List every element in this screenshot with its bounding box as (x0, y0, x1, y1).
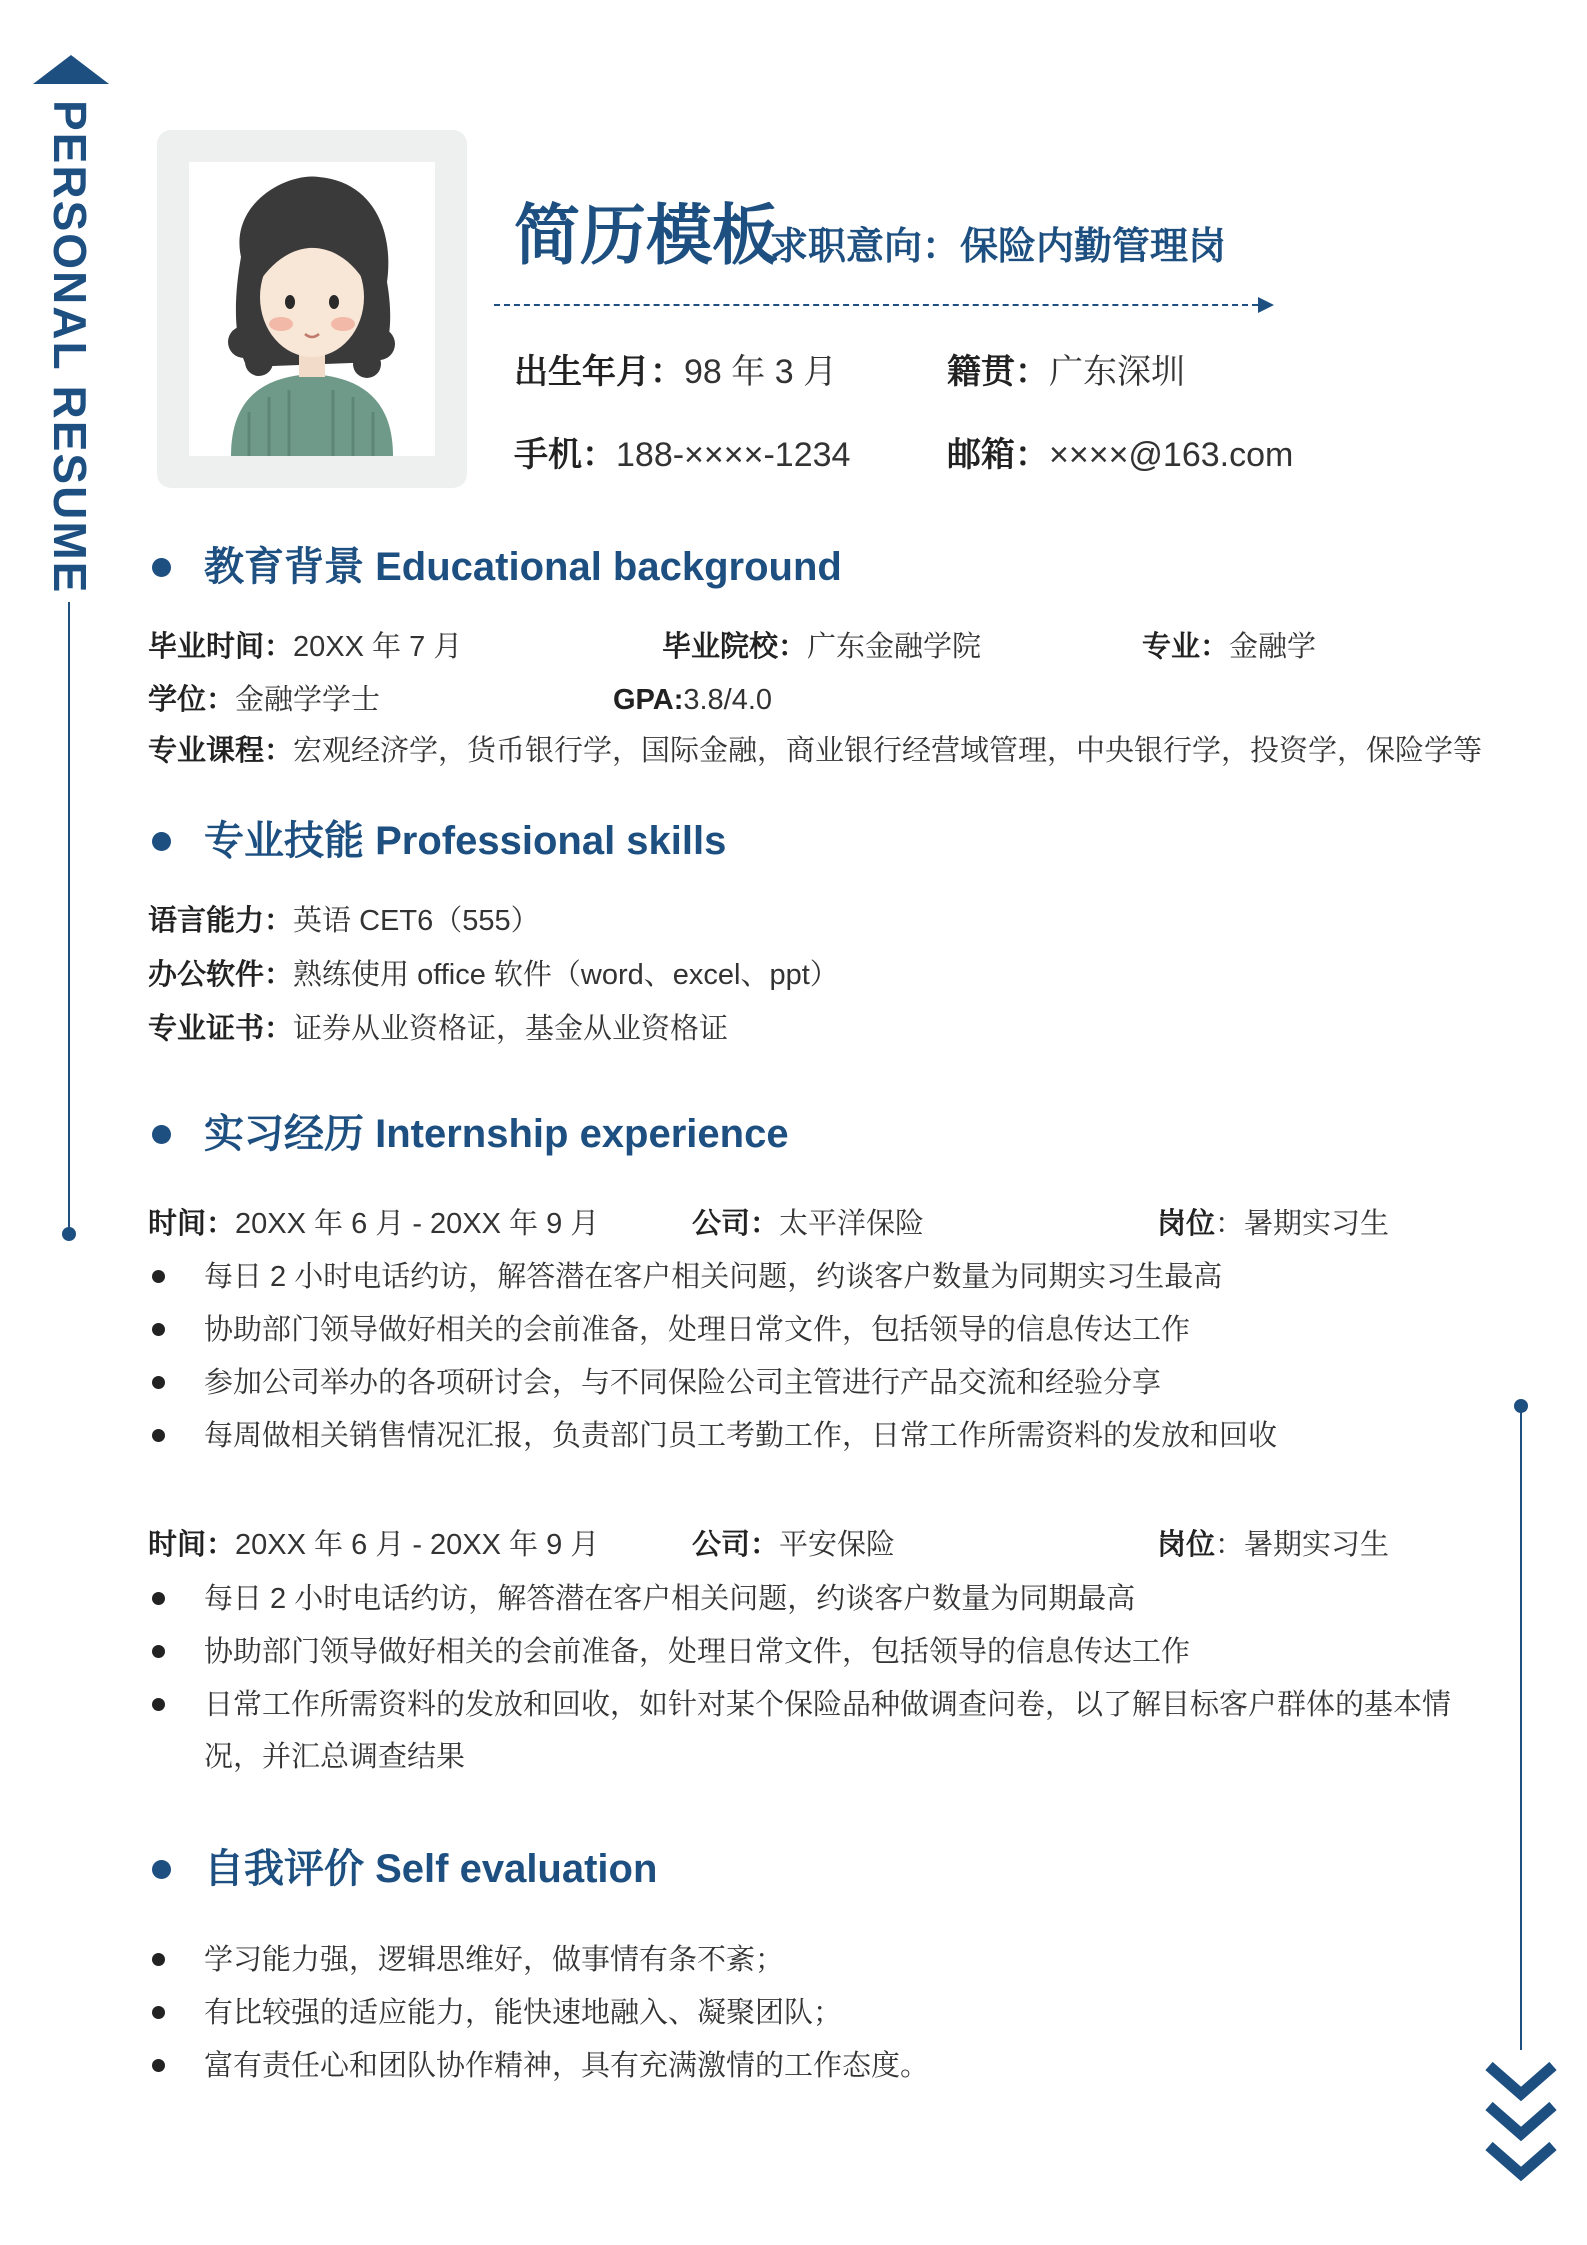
job-intent: 求职意向：保险内勤管理岗 (770, 226, 1227, 268)
avatar (189, 162, 435, 456)
section-bullet (152, 1860, 171, 1879)
job1-company (692, 1204, 924, 1244)
certificates (148, 1009, 728, 1049)
header-dashed-line (494, 304, 1258, 306)
job1-post (1157, 1204, 1389, 1244)
list-item: 学习能力强，逻辑思维好，做事情有条不紊； (204, 1944, 785, 1976)
company-value: 平安保险 (779, 1529, 896, 1561)
grad-school (662, 627, 981, 667)
office-label: 办公软件： (148, 959, 294, 991)
section-bullet (152, 832, 171, 851)
job2-post (1157, 1525, 1389, 1565)
left-divider-line (68, 602, 70, 1234)
list-bullet (152, 1270, 165, 1283)
list-bullet (152, 1698, 165, 1711)
internship-title: 实习经历 Internship experience (204, 1112, 789, 1156)
courses (148, 731, 1482, 771)
left-line-end-dot (62, 1227, 76, 1241)
self-eval-title: 自我评价 Self evaluation (204, 1847, 658, 1891)
list-item: 富有责任心和团队协作精神，具有充满激情的工作态度。 (204, 2050, 930, 2082)
birth-label: 出生年月： (514, 353, 684, 391)
job2-time (148, 1525, 599, 1565)
office-value: 熟练使用 office 软件（word、excel、ppt） (293, 959, 839, 991)
gpa-value: 3.8/4.0 (683, 684, 773, 716)
job1-time (148, 1204, 599, 1244)
grad-time-value: 20XX 年 7 月 (293, 631, 463, 663)
degree (148, 680, 380, 720)
education-title: 教育背景 Educational background (204, 545, 842, 589)
company-label: 公司： (692, 1529, 780, 1561)
list-bullet (152, 1592, 165, 1605)
vertical-title: PERSONAL RESUME (44, 100, 96, 595)
origin-value: 广东深圳 (1049, 353, 1185, 391)
grad-time (148, 627, 462, 667)
origin-label: 籍贯： (947, 353, 1049, 391)
origin-info (947, 349, 1185, 395)
email-label: 邮箱： (947, 436, 1049, 474)
post-label: 岗位 (1157, 1208, 1216, 1240)
grad-time-label: 毕业时间： (148, 631, 294, 663)
list-item: 协助部门领导做好相关的会前准备，处理日常文件，包括领导的信息传达工作 (204, 1314, 1191, 1346)
company-label: 公司： (692, 1208, 780, 1240)
birth-info (514, 349, 837, 395)
chevron-down-icon (1485, 2060, 1557, 2185)
school-label: 毕业院校： (662, 631, 808, 663)
list-item: 每周做相关销售情况汇报，负责部门员工考勤工作，日常工作所需资料的发放和回收 (204, 1420, 1278, 1452)
time-label: 时间： (148, 1208, 236, 1240)
top-arrow-icon (33, 55, 109, 84)
list-bullet (152, 1376, 165, 1389)
section-bullet (152, 558, 171, 577)
courses-label: 专业课程： (148, 735, 294, 767)
company-value: 太平洋保险 (779, 1208, 925, 1240)
skills-title: 专业技能 Professional skills (204, 819, 727, 863)
cert-label: 专业证书： (148, 1013, 294, 1045)
job2-company (692, 1525, 895, 1565)
major-label: 专业： (1142, 631, 1230, 663)
list-bullet (152, 1953, 165, 1966)
post-value: ：暑期实习生 (1215, 1529, 1390, 1561)
page-title: 简历模板 (514, 198, 778, 272)
list-item: 每日 2 小时电话约访，解答潜在客户相关问题，约谈客户数量为同期实习生最高 (204, 1261, 1223, 1293)
birth-value: 98 年 3 月 (684, 353, 838, 391)
list-item: 参加公司举办的各项研讨会，与不同保险公司主管进行产品交流和经验分享 (204, 1367, 1162, 1399)
arrow-right-icon (1258, 297, 1274, 313)
list-bullet (152, 1429, 165, 1442)
right-divider-line (1520, 1410, 1522, 2050)
gpa (613, 680, 772, 720)
phone-info (514, 432, 850, 478)
email-info (947, 432, 1293, 478)
language-value: 英语 CET6（555） (293, 905, 540, 937)
list-item: 日常工作所需资料的发放和回收，如针对某个保险品种做调查问卷，以了解目标客户群体的基本情况，并汇总调查结果 (204, 1689, 1452, 1773)
email-value: ××××@163.com (1049, 436, 1294, 474)
time-value: 20XX 年 6 月 - 20XX 年 9 月 (235, 1208, 600, 1240)
list-item: 协助部门领导做好相关的会前准备，处理日常文件，包括领导的信息传达工作 (204, 1636, 1191, 1668)
school-value: 广东金融学院 (807, 631, 982, 663)
office-skill (148, 955, 839, 995)
list-bullet (152, 1645, 165, 1658)
post-value: ：暑期实习生 (1215, 1208, 1390, 1240)
list-bullet (152, 1323, 165, 1336)
phone-value: 188-××××-1234 (616, 436, 851, 474)
time-value: 20XX 年 6 月 - 20XX 年 9 月 (235, 1529, 600, 1561)
courses-value: 宏观经济学，货币银行学，国际金融，商业银行经营域管理，中央银行学，投资学，保险学等 (293, 735, 1483, 767)
list-bullet (152, 2059, 165, 2072)
major (1142, 627, 1316, 667)
list-item: 有比较强的适应能力，能快速地融入、凝聚团队； (204, 1997, 843, 2029)
list-item: 每日 2 小时电话约访，解答潜在客户相关问题，约谈客户数量为同期最高 (204, 1583, 1136, 1615)
phone-label: 手机： (514, 436, 616, 474)
gpa-label: GPA: (613, 684, 684, 716)
post-label: 岗位 (1157, 1529, 1216, 1561)
major-value: 金融学 (1229, 631, 1317, 663)
language-skill (148, 901, 540, 941)
cert-value: 证券从业资格证，基金从业资格证 (293, 1013, 729, 1045)
language-label: 语言能力： (148, 905, 294, 937)
time-label: 时间： (148, 1529, 236, 1561)
list-bullet (152, 2006, 165, 2019)
degree-label: 学位： (148, 684, 236, 716)
section-bullet (152, 1125, 171, 1144)
degree-value: 金融学学士 (235, 684, 381, 716)
